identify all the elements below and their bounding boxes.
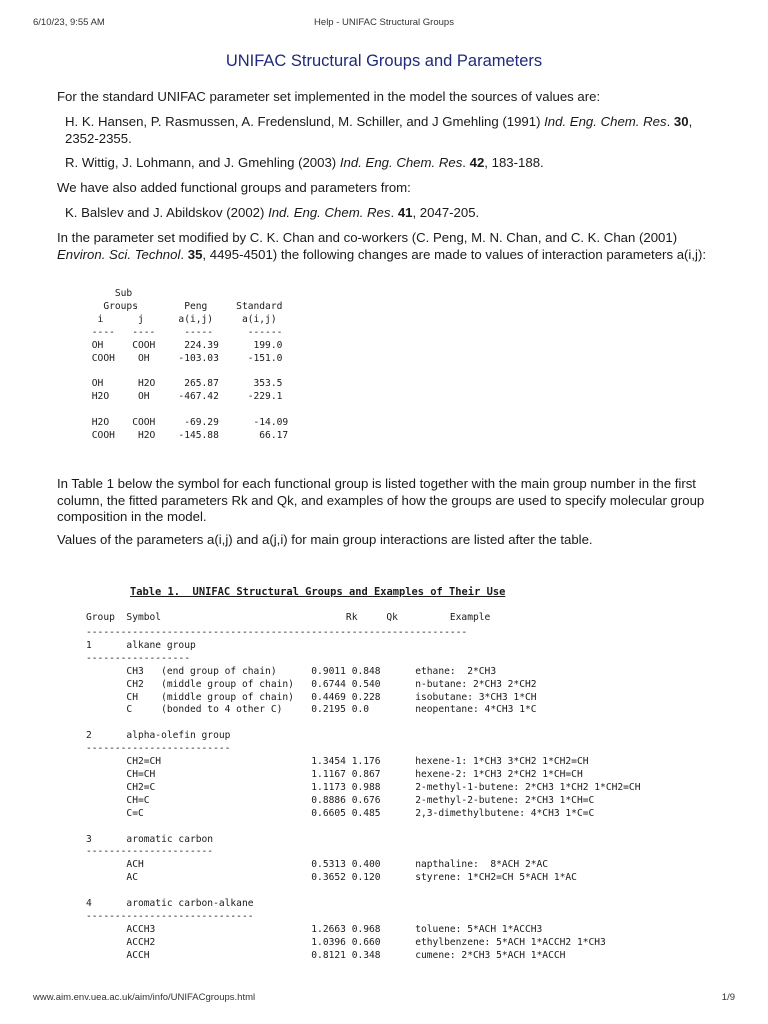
interaction-table-row: COOH H2O -145.88 66.17 bbox=[86, 429, 289, 441]
ref-authors: H. K. Hansen, P. Rasmussen, A. Fredenslund, M. Schiller, and J Gmehling (1991) bbox=[65, 114, 545, 129]
page-title: UNIFAC Structural Groups and Parameters bbox=[225, 52, 543, 70]
reference-hansen bbox=[57, 114, 725, 147]
table1-body bbox=[86, 627, 641, 963]
ref-dot: . bbox=[666, 114, 674, 129]
ref-pages: , 2352-2355. bbox=[65, 114, 693, 146]
also-text: We have also added functional groups and parameters from: bbox=[57, 180, 411, 195]
reference-wittig bbox=[57, 155, 725, 172]
modification-text bbox=[57, 230, 717, 263]
table1-title: Table 1. UNIFAC Structural Groups and Examples of Their Use bbox=[130, 586, 506, 598]
intro-text: For the standard UNIFAC parameter set implemented in the model the sources of values are: bbox=[57, 89, 601, 104]
ref-journal: Ind. Eng. Chem. Res bbox=[339, 155, 463, 170]
interaction-table-row: OH H2O 265.87 353.5 bbox=[86, 378, 283, 390]
table-row: CH2=CH 1.3454 1.176 hexene-1: 1*CH3 3*CH2 1*CH2=CH bbox=[86, 756, 589, 768]
table-note: In Table 1 below the symbol for each functional group is listed together with the main group number in the first column, the fitted parameters Rk and Qk, and examples of how the groups are used to specify molecular group composition in the model. bbox=[57, 476, 705, 524]
table-row: ----------------------------- bbox=[86, 910, 254, 922]
mod-dot: . bbox=[180, 246, 188, 262]
interaction-table-row: COOH OH -103.03 -151.0 bbox=[86, 352, 283, 364]
table-row: AC 0.3652 0.120 styrene: 1*CH2=CH 5*ACH 1*AC bbox=[86, 872, 577, 884]
print-datetime: 6/10/23, 9:55 AM bbox=[33, 17, 105, 28]
ref-volume: 41 bbox=[397, 205, 413, 220]
table-row: CH2 (middle group of chain) 0.6744 0.540 n-butane: 2*CH3 2*CH2 bbox=[86, 678, 537, 690]
table-row: 3 aromatic carbon bbox=[86, 833, 214, 845]
table-row: C=C 0.6605 0.485 2,3-dimethylbutene: 4*CH3 1*C=C bbox=[86, 807, 595, 819]
table-row bbox=[86, 885, 641, 898]
table-row: CH=C 0.8886 0.676 2-methyl-2-butene: 2*CH3 1*CH=C bbox=[86, 794, 595, 806]
table-row: CH=CH 1.1167 0.867 hexene-2: 1*CH3 2*CH2 1*CH=CH bbox=[86, 768, 583, 780]
interaction-parameter-table bbox=[86, 288, 288, 443]
table-row: ------------------------- bbox=[86, 743, 231, 755]
ref-dot: . bbox=[390, 205, 398, 220]
table-row: ACCH3 1.2663 0.968 toluene: 5*ACH 1*ACCH3 bbox=[86, 923, 543, 935]
ref-volume: 30 bbox=[673, 114, 689, 129]
interaction-table-row bbox=[86, 404, 288, 417]
interaction-table-row: i j a(i,j) a(i,j) bbox=[86, 313, 277, 325]
table-row: 4 aromatic carbon-alkane bbox=[86, 898, 254, 910]
ref-journal: Ind. Eng. Chem. Res bbox=[544, 114, 667, 129]
mod-volume: 35 bbox=[187, 246, 203, 262]
print-page-number: 1/9 bbox=[721, 992, 735, 1003]
interaction-table-row: H2O COOH -69.29 -14.09 bbox=[86, 417, 289, 429]
print-url: www.aim.env.uea.ac.uk/aim/info/UNIFACgroups.html bbox=[33, 992, 256, 1003]
table1-header: Group Symbol Rk Qk Example bbox=[86, 612, 491, 623]
ref-dot: . bbox=[462, 155, 470, 170]
ref-pages: , 183-188. bbox=[484, 155, 544, 170]
table-row: ACH 0.5313 0.400 napthaline: 8*ACH 2*AC bbox=[86, 859, 549, 871]
table-row: CH2=C 1.1173 0.988 2-methyl-1-butene: 2*CH3 1*CH2 1*CH2=CH bbox=[86, 781, 641, 793]
table-row: CH3 (end group of chain) 0.9011 0.848 ethane: 2*CH3 bbox=[86, 665, 497, 677]
values-note: Values of the parameters a(i,j) and a(j,i) for main group interactions are listed after the table. bbox=[57, 532, 593, 547]
table-row: CH (middle group of chain) 0.4469 0.228 isobutane: 3*CH3 1*CH bbox=[86, 691, 537, 703]
table-row bbox=[86, 821, 641, 834]
mod-post: , 4495-4501) the following changes are made to values of interaction parameters a(i,j): bbox=[202, 246, 707, 262]
table-row: ---------------------- bbox=[86, 846, 214, 858]
interaction-table-row: OH COOH 224.39 199.0 bbox=[86, 339, 283, 351]
ref-authors: R. Wittig, J. Lohmann, and J. Gmehling (2003) bbox=[65, 155, 340, 170]
mod-pre: In the parameter set modified by C. K. Chan and co-workers (C. Peng, M. N. Chan, and C. K. Chan (2001) bbox=[57, 230, 678, 245]
ref-authors: K. Balslev and J. Abildskov (2002) bbox=[65, 205, 269, 220]
table-row: ------------------------------------------------------------------ bbox=[86, 627, 468, 638]
print-page-title: Help - UNIFAC Structural Groups bbox=[314, 17, 454, 28]
ref-volume: 42 bbox=[469, 155, 485, 170]
ref-pages: , 2047-205. bbox=[412, 205, 480, 220]
table-row: ACCH2 1.0396 0.660 ethylbenzene: 5*ACH 1*ACCH2 1*CH3 bbox=[86, 936, 606, 948]
table-row bbox=[86, 717, 641, 730]
reference-balslev bbox=[57, 205, 725, 222]
interaction-table-row bbox=[86, 365, 288, 378]
interaction-table-row: Sub bbox=[86, 288, 133, 299]
table-row: 1 alkane group bbox=[86, 639, 196, 651]
table-row: 2 alpha-olefin group bbox=[86, 730, 231, 742]
table-row: ACCH 0.8121 0.348 cumene: 2*CH3 5*ACH 1*ACCH bbox=[86, 949, 566, 961]
interaction-table-row: ---- ---- ----- ------ bbox=[86, 326, 283, 338]
table-row: C (bonded to 4 other C) 0.2195 0.0 neopentane: 4*CH3 1*C bbox=[86, 704, 537, 716]
interaction-table-row: Groups Peng Standard bbox=[86, 300, 283, 312]
mod-journal: Environ. Sci. Technol bbox=[57, 246, 181, 262]
ref-journal: Ind. Eng. Chem. Res bbox=[268, 205, 391, 220]
table-row: ------------------ bbox=[86, 652, 190, 664]
interaction-table-row: H2O OH -467.42 -229.1 bbox=[86, 391, 283, 403]
